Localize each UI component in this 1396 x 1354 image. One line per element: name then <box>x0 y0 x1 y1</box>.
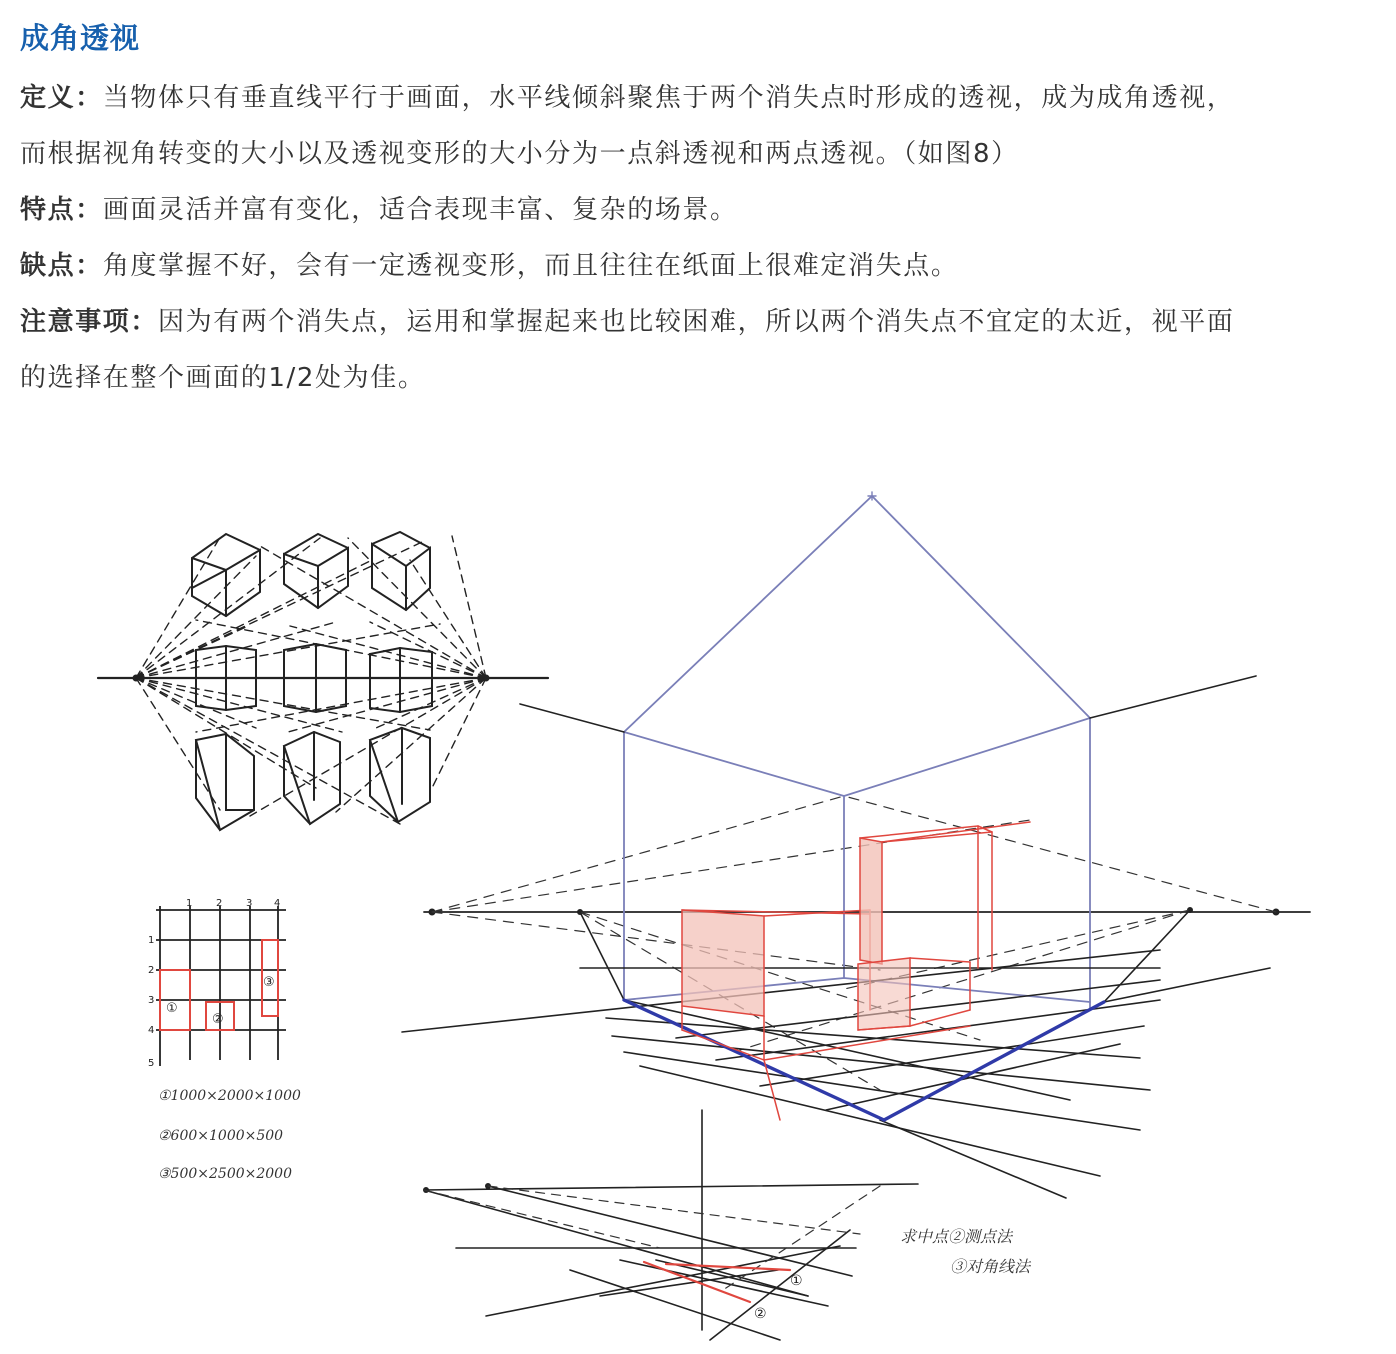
notes-text-line-1: 因为有两个消失点，运用和掌握起来也比较困难，所以两个消失点不宜定的太近，视平面 <box>158 307 1235 337</box>
grid-item-mark-2: ② <box>212 1012 224 1027</box>
handwritten-note-2: ③对角线法 <box>950 1257 1031 1276</box>
notes-label: 注意事项： <box>20 307 159 337</box>
dimension-note-1: ①1000×2000×1000 <box>158 1088 301 1104</box>
grid-col-label-4: 4 <box>274 898 281 909</box>
dimension-note-3: ③500×2500×2000 <box>158 1166 292 1182</box>
features-paragraph <box>20 182 1390 238</box>
grid-item-mark-1: ① <box>166 1001 178 1016</box>
definition-text-line-2: 而根据视角转变的大小以及透视变形的大小分为一点斜透视和两点透视。（如图8） <box>20 139 1019 169</box>
two-point-boxes-sketch <box>98 532 548 830</box>
figure-svg <box>20 470 1386 1354</box>
notes-text-line-2: 的选择在整个画面的1/2处为佳。 <box>20 363 426 393</box>
grid-row-label-1: 1 <box>148 935 155 946</box>
measuring-point-sketch <box>423 1110 918 1340</box>
definition-paragraph <box>20 70 1390 182</box>
drawbacks-text: 角度掌握不好，会有一定透视变形，而且往往在纸面上很难定消失点。 <box>102 251 959 281</box>
handwritten-notes <box>900 1227 1032 1276</box>
features-label: 特点： <box>20 195 103 225</box>
dimension-note-2: ②600×1000×500 <box>158 1128 284 1144</box>
features-text: 画面灵活并富有变化，适合表现丰富、复杂的场景。 <box>102 195 738 225</box>
figure-8-perspective-sketches <box>20 470 1386 1354</box>
step-mark-2: ② <box>754 1306 767 1322</box>
grid-col-label-2: 2 <box>216 898 223 909</box>
definition-text-line-1: 当物体只有垂直线平行于画面，水平线倾斜聚焦于两个消失点时形成的透视，成为成角透视， <box>102 83 1235 113</box>
grid-row-label-4: 4 <box>148 1025 155 1036</box>
grid-row-label-3: 3 <box>148 995 155 1006</box>
grid-item-mark-3: ③ <box>263 975 275 990</box>
drawbacks-paragraph <box>20 238 1390 294</box>
drawbacks-label: 缺点： <box>20 251 103 281</box>
definition-label: 定义： <box>20 83 103 113</box>
grid-row-label-2: 2 <box>148 965 155 976</box>
floor-plan-grid <box>148 898 301 1182</box>
perspective-room-sketch <box>402 492 1310 1198</box>
grid-col-label-3: 3 <box>246 898 253 909</box>
section-title: 成角透视 <box>20 21 141 55</box>
grid-row-label-5: 5 <box>148 1058 155 1069</box>
article-body <box>20 70 1390 406</box>
grid-col-label-1: 1 <box>186 898 193 909</box>
step-mark-1: ① <box>790 1273 803 1289</box>
handwritten-note-1: 求中点②测点法 <box>900 1227 1013 1246</box>
notes-paragraph <box>20 294 1390 406</box>
